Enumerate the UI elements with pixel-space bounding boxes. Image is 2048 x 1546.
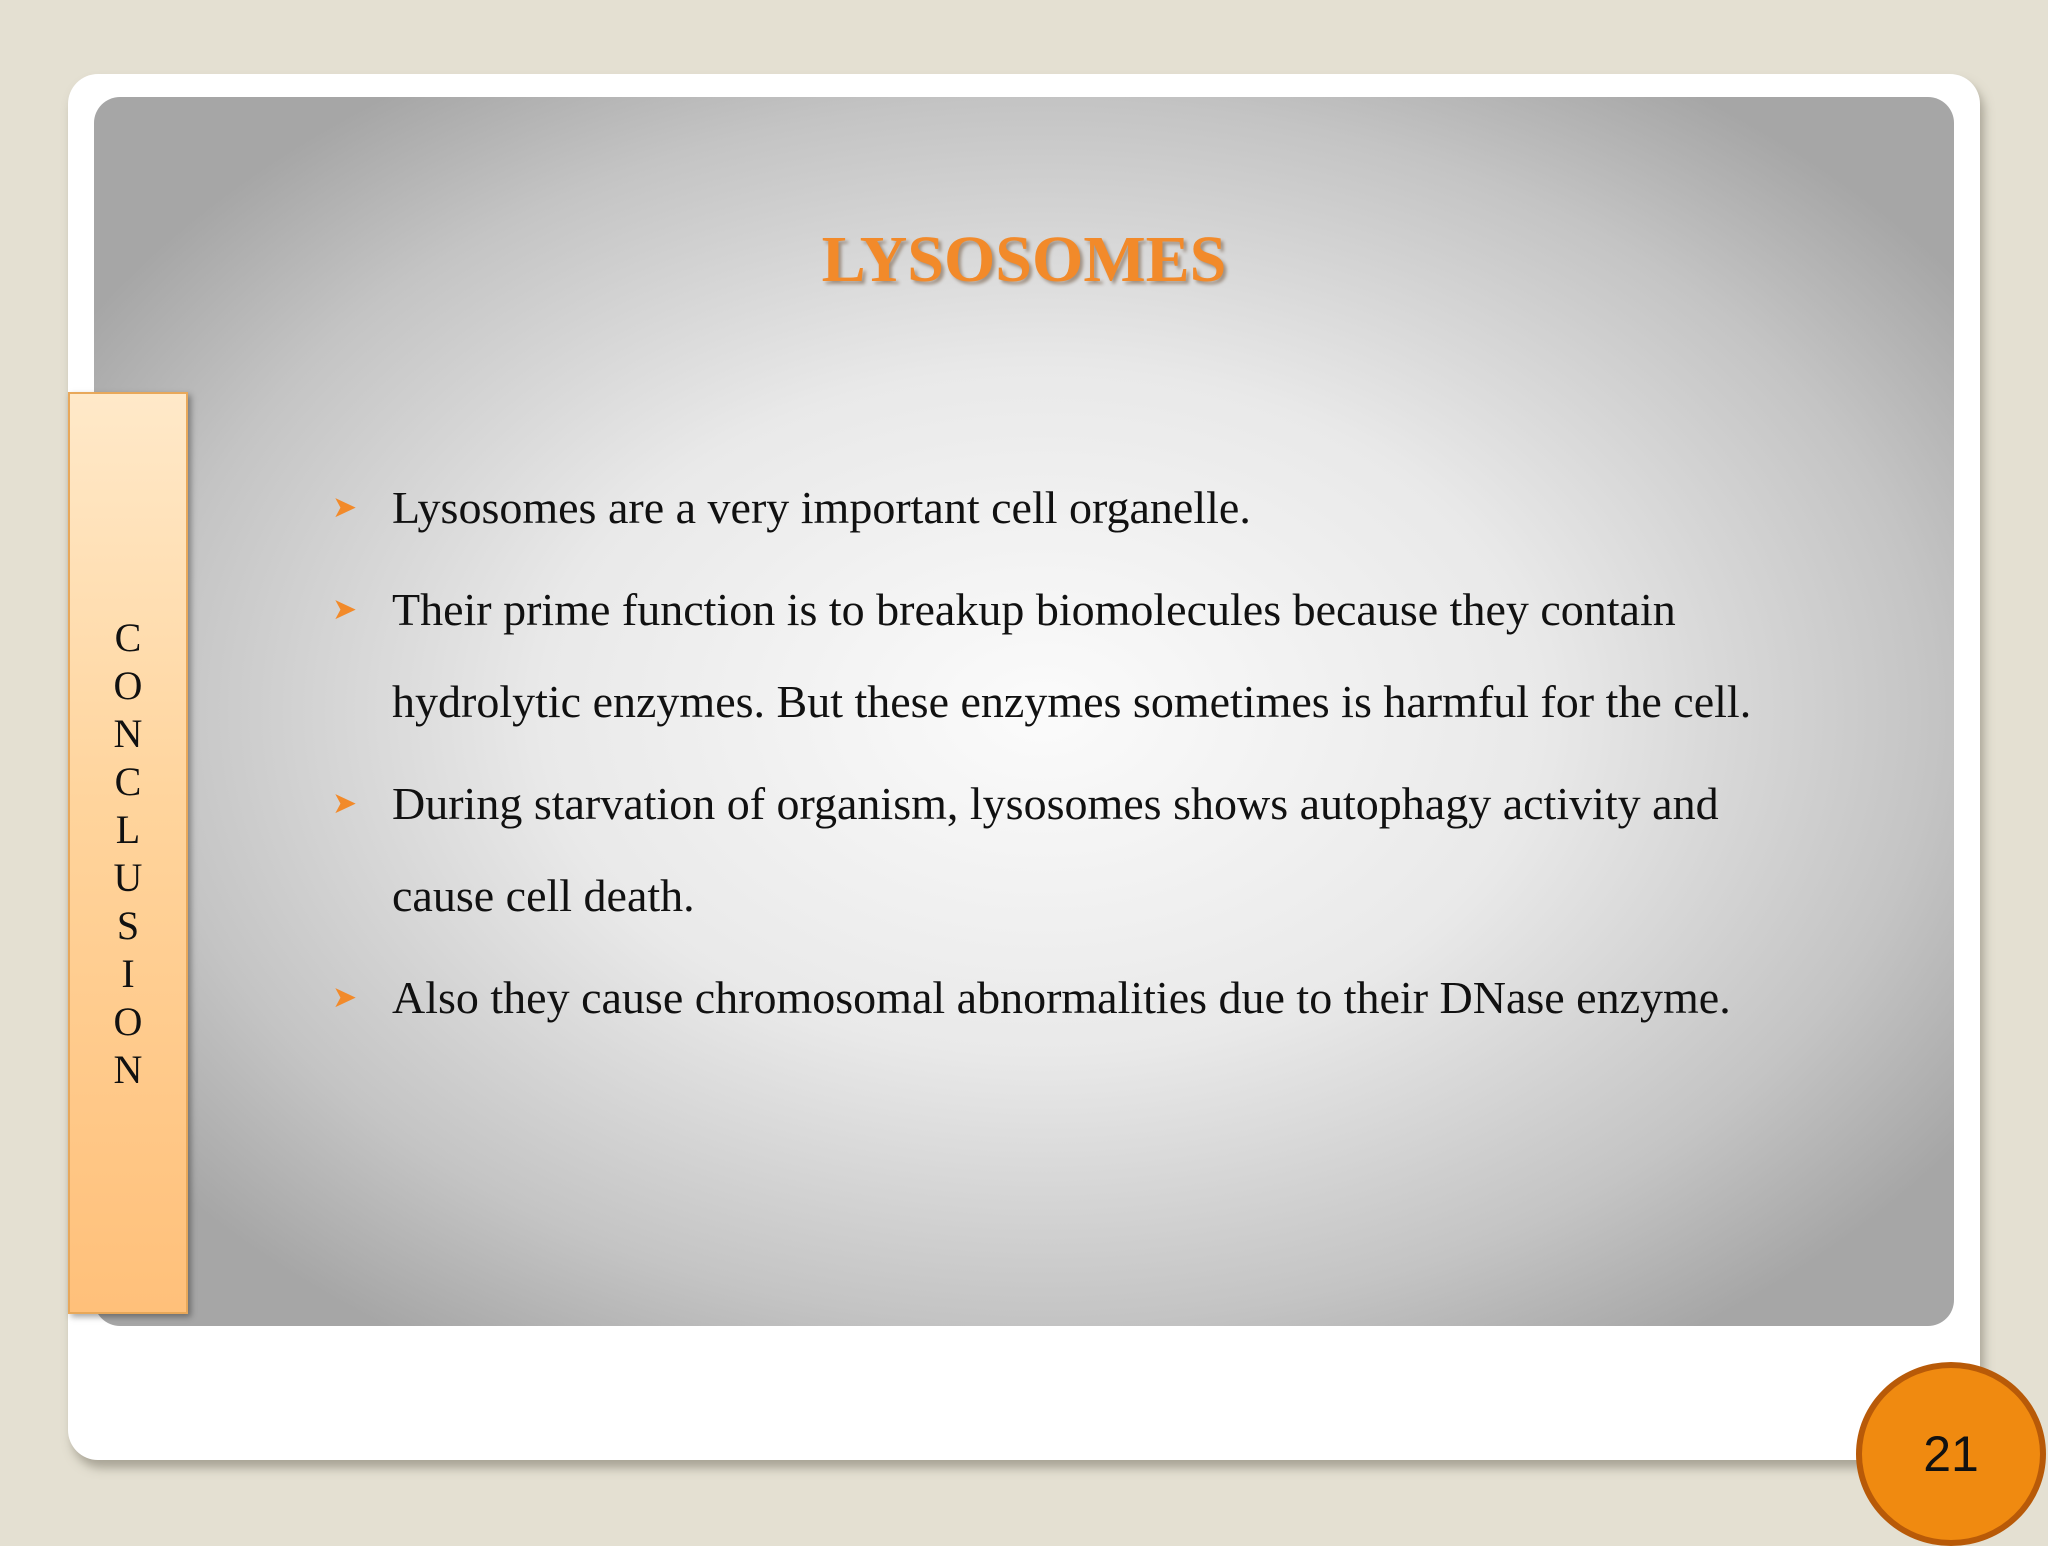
bullet-item — [330, 462, 1830, 554]
arrow-bullet-icon: ➤ — [332, 491, 358, 524]
slide-title: LYSOSOMES — [821, 223, 1227, 296]
bullet-text: During starvation of organism, lysosomes shows autophagy activity and cause cell death. — [392, 778, 1719, 921]
bullet-text: Lysosomes are a very important cell organelle. — [392, 482, 1251, 533]
side-label-letter: I — [121, 951, 135, 996]
page-number-badge — [1856, 1362, 2046, 1546]
bullet-item — [330, 564, 1830, 748]
page-number: 21 — [1923, 1426, 1979, 1482]
bullet-list — [330, 462, 1830, 1054]
side-label-letter: O — [113, 663, 143, 708]
bullet-item — [330, 952, 1830, 1044]
side-section-label — [70, 614, 186, 1094]
side-section-tab — [68, 392, 188, 1314]
side-label-letter: N — [113, 1047, 143, 1092]
side-label-letter: C — [114, 759, 142, 804]
arrow-bullet-icon: ➤ — [332, 593, 358, 626]
arrow-bullet-icon: ➤ — [332, 981, 358, 1014]
bullet-text: Their prime function is to breakup biomolecules because they contain hydrolytic enzymes. But these enzymes sometimes is harmful for the cell. — [392, 584, 1752, 727]
arrow-bullet-icon: ➤ — [332, 787, 358, 820]
side-label-letter: U — [113, 855, 143, 900]
bullet-text: Also they cause chromosomal abnormalities due to their DNase enzyme. — [392, 972, 1731, 1023]
side-label-letter: C — [114, 615, 142, 660]
side-label-letter: L — [115, 807, 141, 852]
side-label-letter: N — [113, 711, 143, 756]
side-label-letter: O — [113, 999, 143, 1044]
side-label-letter: S — [116, 903, 140, 948]
bullet-item — [330, 758, 1830, 942]
